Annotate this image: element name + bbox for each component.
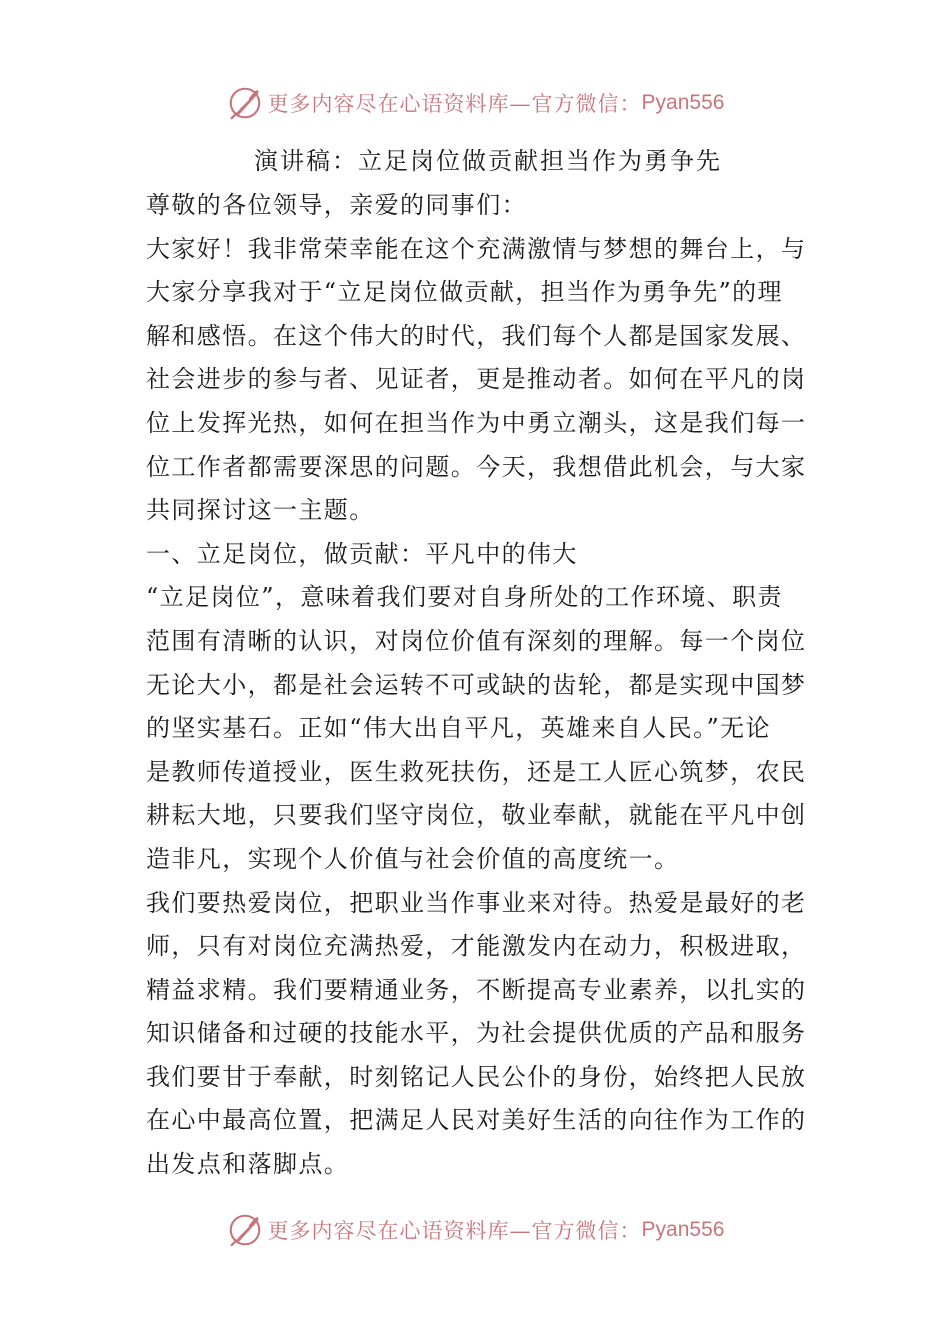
text-line: 范围有清晰的认识，对岗位价值有深刻的理解。每一个岗位: [146, 626, 807, 655]
text-line: 耕耘大地，只要我们坚守岗位，敬业奉献，就能在平凡中创: [146, 801, 807, 830]
banner-wechat-id: Pyan556: [641, 91, 725, 114]
text-line: 师，只有对岗位充满热爱，才能激发内在动力，积极进取，: [146, 932, 807, 961]
text-line: 知识储备和过硬的技能水平，为社会提供优质的产品和服务: [146, 1019, 807, 1048]
quill-pen-logo-icon: [226, 1211, 264, 1249]
banner-text: 更多内容尽在心语资料库—官方微信：: [267, 1219, 642, 1243]
text-line: 精益求精。我们要精通业务，不断提高专业素养，以扎实的: [146, 975, 807, 1004]
text-line: 位工作者都需要深思的问题。今天，我想借此机会，与大家: [146, 452, 807, 481]
text-line: 大家好！我非常荣幸能在这个充满激情与梦想的舞台上，与: [146, 234, 807, 263]
document-title: 演讲稿：立足岗位做贡献担当作为勇争先: [254, 147, 722, 175]
banner-wechat-id: Pyan556: [641, 1218, 725, 1241]
text-line: 位上发挥光热，如何在担当作为中勇立潮头，这是我们每一: [146, 408, 807, 437]
text-line: 的坚实基石。正如“伟大出自平凡，英雄来自人民。”无论: [146, 714, 771, 743]
footer-watermark-banner: [0, 1207, 950, 1253]
text-line: 解和感悟。在这个伟大的时代，我们每个人都是国家发展、: [146, 321, 807, 350]
text-line: 是教师传道授业，医生救死扶伤，还是工人匠心筑梦，农民: [146, 757, 807, 786]
quill-pen-logo-icon: [226, 84, 264, 122]
banner-inner: [226, 84, 725, 122]
text-line: 共同探讨这一主题。: [146, 496, 375, 525]
text-line: 尊敬的各位领导，亲爱的同事们：: [146, 191, 527, 219]
banner-text: 更多内容尽在心语资料库—官方微信：: [267, 92, 642, 116]
text-line: 社会进步的参与者、见证者，更是推动者。如何在平凡的岗: [146, 365, 807, 394]
header-watermark-banner: [0, 80, 950, 126]
text-line: 无论大小，都是社会运转不可或缺的齿轮，都是实现中国梦: [146, 670, 807, 699]
banner-inner: [226, 1211, 725, 1249]
text-line: 造非凡，实现个人价值与社会价值的高度统一。: [146, 844, 680, 873]
text-line: 我们要甘于奉献，时刻铭记人民公仆的身份，始终把人民放: [146, 1062, 807, 1091]
text-line: “立足岗位”，意味着我们要对自身所处的工作环境、职责: [146, 583, 783, 612]
section-heading: 一、立足岗位，做贡献：平凡中的伟大: [146, 539, 578, 568]
text-line: 大家分享我对于“立足岗位做贡献，担当作为勇争先”的理: [146, 278, 783, 307]
document-body: [146, 140, 810, 1187]
text-line: 我们要热爱岗位，把职业当作事业来对待。热爱是最好的老: [146, 888, 807, 917]
text-line: 出发点和落脚点。: [146, 1150, 350, 1179]
text-line: 在心中最高位置，把满足人民对美好生活的向往作为工作的: [146, 1106, 807, 1135]
